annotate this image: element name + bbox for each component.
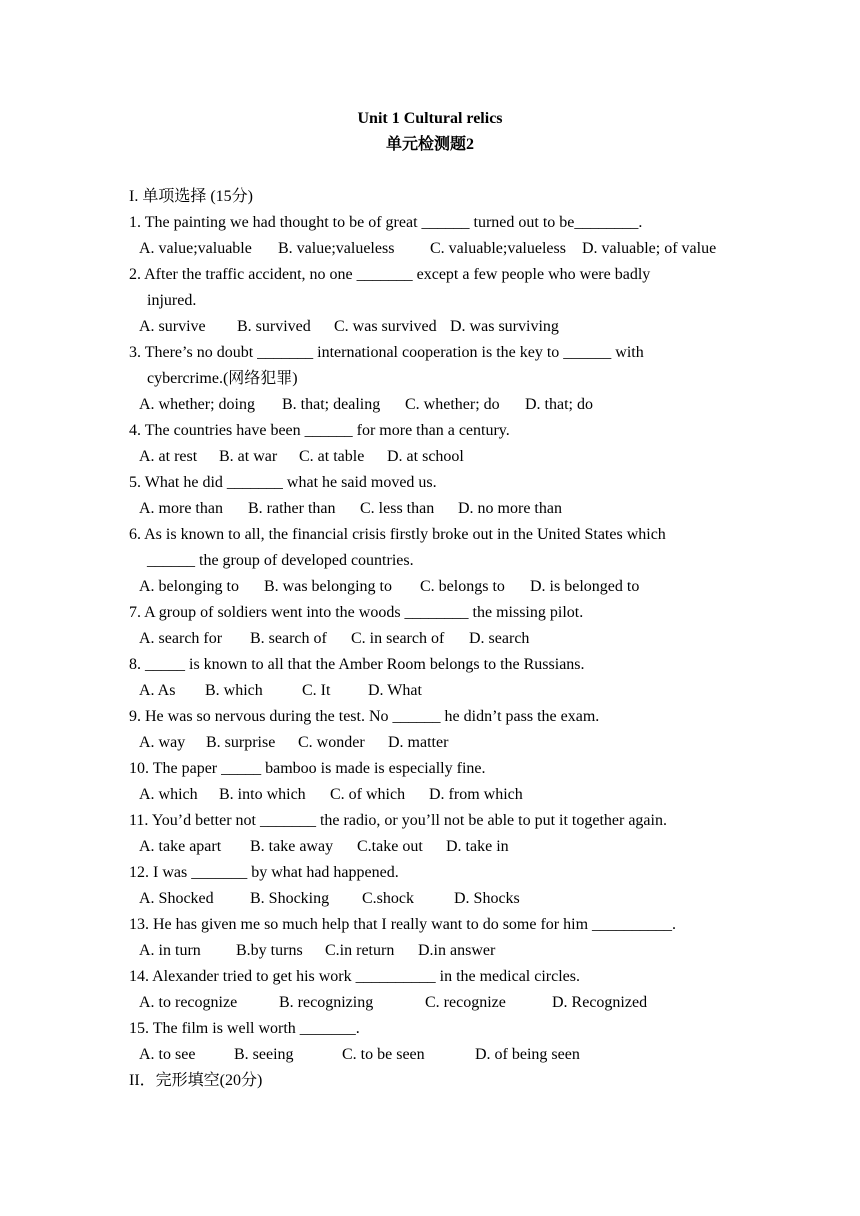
option-d: D. search (469, 630, 530, 647)
question-11-stem: 11. You’d better not _______ the radio, or you’ll not be able to put it together again. (129, 812, 667, 829)
option-a: A. which (139, 786, 198, 803)
option-c: C. in search of (351, 630, 445, 647)
option-a: A. to recognize (139, 994, 238, 1011)
option-b: B. Shocking (250, 890, 330, 907)
option-b: B. that; dealing (282, 396, 381, 413)
option-c: C. belongs to (420, 578, 505, 595)
option-d: D. Shocks (454, 890, 520, 907)
option-c: C. was survived (334, 318, 437, 335)
option-c: C. at table (299, 448, 365, 465)
option-d: D. valuable; of value (582, 240, 717, 257)
question-13-options (139, 941, 495, 961)
option-b: B. was belonging to (264, 578, 392, 595)
question-3-stem: 3. There’s no doubt _______ international cooperation is the key to ______ with (129, 344, 644, 361)
option-b: B.by turns (236, 942, 303, 959)
question-10-options (139, 785, 523, 805)
question-10-stem: 10. The paper _____ bamboo is made is especially fine. (129, 760, 486, 777)
question-8-options (139, 681, 422, 701)
option-b: B. take away (250, 838, 334, 855)
option-a: A. whether; doing (139, 396, 255, 413)
document-subtitle: 单元检测题2 (385, 136, 474, 153)
option-a: A. way (139, 734, 186, 751)
option-c: C.shock (362, 890, 414, 907)
option-c: C. recognize (425, 994, 506, 1011)
option-a: A. take apart (139, 838, 222, 855)
option-d: D.in answer (418, 942, 496, 959)
section-heading-cloze: II．完形填空(20分) (129, 1072, 263, 1089)
option-d: D. take in (446, 838, 509, 855)
question-14-stem: 14. Alexander tried to get his work __________ in the medical circles. (129, 968, 580, 985)
option-d: D. from which (429, 786, 523, 803)
question-13-stem: 13. He has given me so much help that I really want to do some for him __________. (129, 916, 677, 933)
option-b: B. seeing (234, 1046, 294, 1063)
question-3-options (139, 395, 593, 415)
option-d: D. of being seen (475, 1046, 580, 1063)
option-a: A. Shocked (139, 890, 214, 907)
question-4-stem: 4. The countries have been ______ for more than a century. (129, 422, 510, 439)
option-a: A. at rest (139, 448, 198, 465)
option-b: B. surprise (206, 734, 276, 751)
option-a: A. As (139, 682, 176, 699)
option-c: C. It (302, 682, 331, 699)
document-title: Unit 1 Cultural relics (357, 110, 503, 127)
option-c: C. wonder (298, 734, 365, 751)
option-b: B. rather than (248, 500, 336, 517)
option-d: D. that; do (525, 396, 593, 413)
question-3-stem-continued: cybercrime.(网络犯罪) (147, 370, 298, 387)
question-9-stem: 9. He was so nervous during the test. No ______ he didn’t pass the exam. (129, 708, 600, 725)
option-b: B. at war (219, 448, 278, 465)
option-d: D. What (368, 682, 422, 699)
question-14-options (139, 993, 647, 1013)
question-12-stem: 12. I was _______ by what had happened. (129, 864, 399, 881)
option-b: B. value;valueless (278, 240, 395, 257)
option-d: D. Recognized (552, 994, 648, 1011)
option-d: D. matter (388, 734, 449, 751)
option-c: C. of which (330, 786, 406, 803)
question-7-options (139, 629, 529, 649)
question-5-options (139, 499, 562, 519)
option-c: C. to be seen (342, 1046, 425, 1063)
option-a: A. in turn (139, 942, 201, 959)
question-2-options (139, 317, 559, 337)
option-b: B. survived (237, 318, 311, 335)
section-heading-single-choice: I. 单项选择 (15分) (129, 188, 253, 205)
question-6-stem: 6. As is known to all, the financial crisis firstly broke out in the United States which (129, 526, 666, 543)
question-11-options (139, 837, 509, 857)
question-2-stem: 2. After the traffic accident, no one _______ except a few people who were badly (129, 266, 651, 283)
option-b: B. recognizing (279, 994, 374, 1011)
option-c: C.in return (325, 942, 395, 959)
question-8-stem: 8. _____ is known to all that the Amber Room belongs to the Russians. (129, 656, 585, 673)
question-12-options (139, 889, 520, 909)
option-b: B. into which (219, 786, 306, 803)
option-d: D. no more than (458, 500, 562, 517)
question-15-options (139, 1045, 580, 1065)
question-6-stem-continued: ______ the group of developed countries. (147, 552, 414, 569)
question-7-stem: 7. A group of soldiers went into the woods ________ the missing pilot. (129, 604, 584, 621)
question-1-options (139, 239, 716, 259)
option-c: C. whether; do (405, 396, 500, 413)
option-c: C. valuable;valueless (430, 240, 566, 257)
question-5-stem: 5. What he did _______ what he said moved us. (129, 474, 437, 491)
option-a: A. value;valuable (139, 240, 252, 257)
option-a: A. belonging to (139, 578, 239, 595)
question-6-options (139, 577, 639, 597)
option-d: D. at school (387, 448, 464, 465)
option-a: A. to see (139, 1046, 196, 1063)
option-c: C. less than (360, 500, 435, 517)
option-b: B. search of (250, 630, 327, 647)
option-d: D. is belonged to (530, 578, 640, 595)
option-d: D. was surviving (450, 318, 559, 335)
option-a: A. survive (139, 318, 206, 335)
option-a: A. search for (139, 630, 223, 647)
question-9-options (139, 733, 448, 753)
option-a: A. more than (139, 500, 223, 517)
option-b: B. which (205, 682, 263, 699)
option-c: C.take out (357, 838, 423, 855)
question-2-stem-continued: injured. (147, 292, 197, 309)
question-15-stem: 15. The film is well worth _______. (129, 1020, 360, 1037)
question-1-stem: 1. The painting we had thought to be of great ______ turned out to be________. (129, 214, 643, 231)
question-4-options (139, 447, 464, 467)
